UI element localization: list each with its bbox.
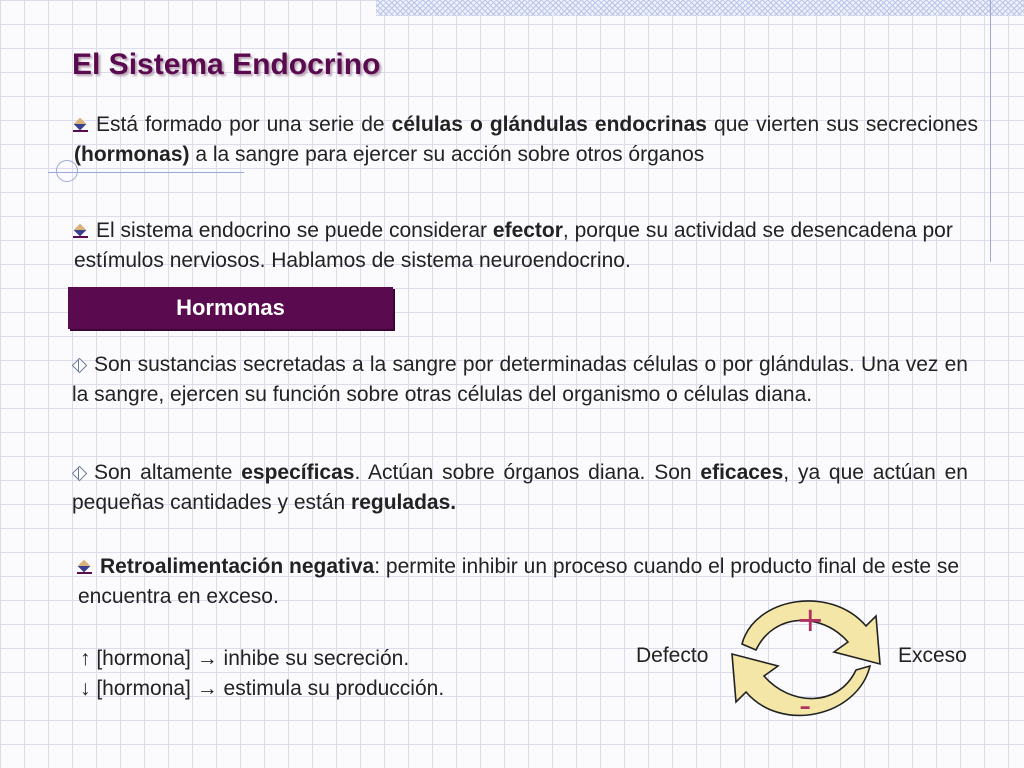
p4-bold-1: específicas — [241, 461, 355, 484]
p4-text-1: Son altamente — [94, 461, 242, 484]
p1-text-3: a la sangre para ejercer su acción sobre otros órganos — [189, 143, 705, 166]
p1-bold-1: células o glándulas endocrinas — [391, 113, 707, 136]
p5-bold-1: Retroalimentación negativa — [100, 555, 375, 578]
formula-decrease: ↓ [hormona] → estimula su producción. — [80, 677, 445, 700]
p4-text-2: . Actúan sobre órganos diana. Son — [354, 461, 701, 484]
cycle-minus-sign: - — [799, 686, 812, 726]
cycle-plus-sign: + — [796, 600, 825, 640]
square-bullet-icon — [74, 224, 88, 238]
p4-bold-3: reguladas. — [351, 491, 457, 514]
p1-text-1: Está formado por una serie de — [96, 113, 392, 136]
paragraph-effector — [74, 216, 978, 276]
formula-increase: ↑ [hormona] → inhibe su secreción. — [80, 647, 410, 670]
p3-text-1: Son sustancias secretadas a la sangre por determinadas células o por glándulas. Una vez en la sangre, ejercen su función sobre otras células del organismo o células diana. — [72, 353, 968, 406]
paragraph-hormone-properties — [72, 458, 968, 518]
p5-text-1: : permite inhibir un proceso cuando el producto final de este se encuentra en exceso. — [78, 555, 960, 608]
p1-text-2: que vierten sus secreciones — [706, 113, 978, 136]
paragraph-composition — [74, 110, 978, 170]
cycle-label-defecto: Defecto — [636, 644, 709, 667]
hormonas-banner: Hormonas — [68, 287, 393, 329]
p4-text-3: , ya que actúan en pequeñas cantidades y están — [72, 461, 968, 514]
p2-bold-1: efector — [492, 219, 563, 242]
top-decorative-band — [376, 0, 1024, 16]
p1-bold-2: (hormonas) — [74, 143, 190, 166]
square-bullet-icon — [74, 118, 88, 132]
p4-bold-2: eficaces — [700, 461, 784, 484]
decorative-vertical-line — [990, 0, 991, 262]
diamond-bullet-icon — [72, 358, 86, 372]
square-bullet-icon — [78, 560, 92, 574]
cycle-label-exceso: Exceso — [898, 644, 967, 667]
slide-title: El Sistema Endocrino — [72, 48, 381, 81]
paragraph-hormone-definition — [72, 350, 968, 410]
diamond-bullet-icon — [72, 466, 86, 480]
p2-text-1: El sistema endocrino se puede considerar — [96, 219, 493, 242]
p2-text-2: , porque su actividad se desencadena por estímulos nerviosos. Hablamos de sistema neuroendocrino. — [74, 219, 953, 272]
